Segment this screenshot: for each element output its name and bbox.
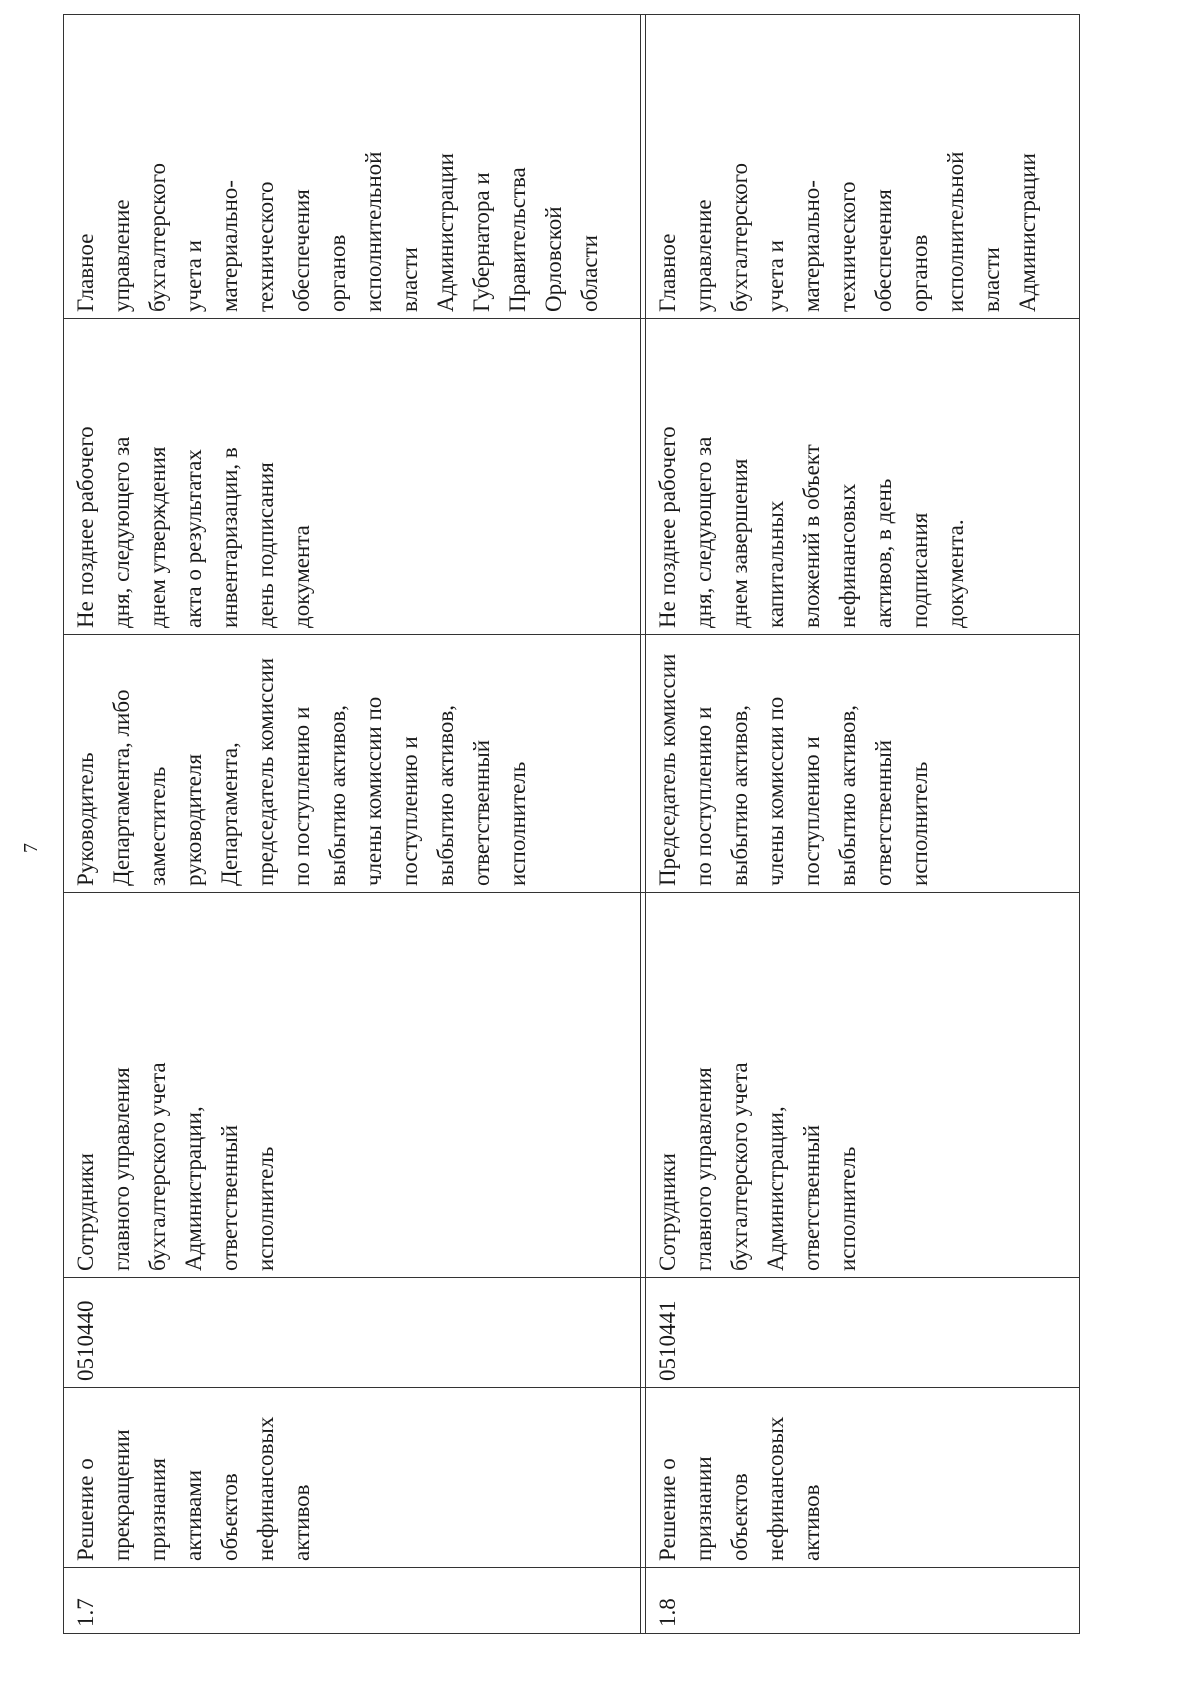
signers-cell: Председатель комиссии по поступлению и выбытию активов, члены комиссии по поступлению и выбытию активов, ответственный исполнитель xyxy=(646,635,1080,893)
table-row-1-7 xyxy=(64,15,641,1634)
form-code-cell: 0510440 xyxy=(64,1278,641,1388)
rotated-table-wrapper xyxy=(63,106,1079,1634)
deadline-cell: Не позднее рабочего дня, следующего за днем завершения капитальных вложений в объект нефинансовых активов, в день подписания документа. xyxy=(646,319,1080,635)
page-number: 7 xyxy=(20,843,42,853)
compilers-cell: Сотрудники главного управления бухгалтерского учета Администрации, ответственный исполнитель xyxy=(64,893,641,1278)
signers-cell: Руководитель Департамента, либо заместитель руководителя Департамента, председатель комиссии по поступлению и выбытию активов, члены комиссии по поступлению и выбытию активов, ответственный исполнитель xyxy=(64,635,641,893)
row-number-cell: 1.7 xyxy=(64,1568,641,1634)
document-flow-table xyxy=(63,14,1080,1634)
table-row-1-8 xyxy=(646,15,1080,1634)
document-name-cell: Решение о прекращении признания активами объектов нефинансовых активов xyxy=(64,1388,641,1568)
row-number-cell: 1.8 xyxy=(646,1568,1080,1634)
compilers-cell: Сотрудники главного управления бухгалтерского учета Администрации, ответственный исполнитель xyxy=(646,893,1080,1278)
recipient-cell: Главное управление бухгалтерского учета и материально- технического обеспечения органов исполнительной власти Администрации xyxy=(646,15,1080,319)
document-name-cell: Решение о признании объектов нефинансовых активов xyxy=(646,1388,1080,1568)
recipient-cell: Главное управление бухгалтерского учета и материально- технического обеспечения органов исполнительной власти Администрации Губернатора и Правительства Орловской области xyxy=(64,15,641,319)
form-code-cell: 0510441 xyxy=(646,1278,1080,1388)
deadline-cell: Не позднее рабочего дня, следующего за днем утверждения акта о результатах инвентаризации, в день подписания документа xyxy=(64,319,641,635)
